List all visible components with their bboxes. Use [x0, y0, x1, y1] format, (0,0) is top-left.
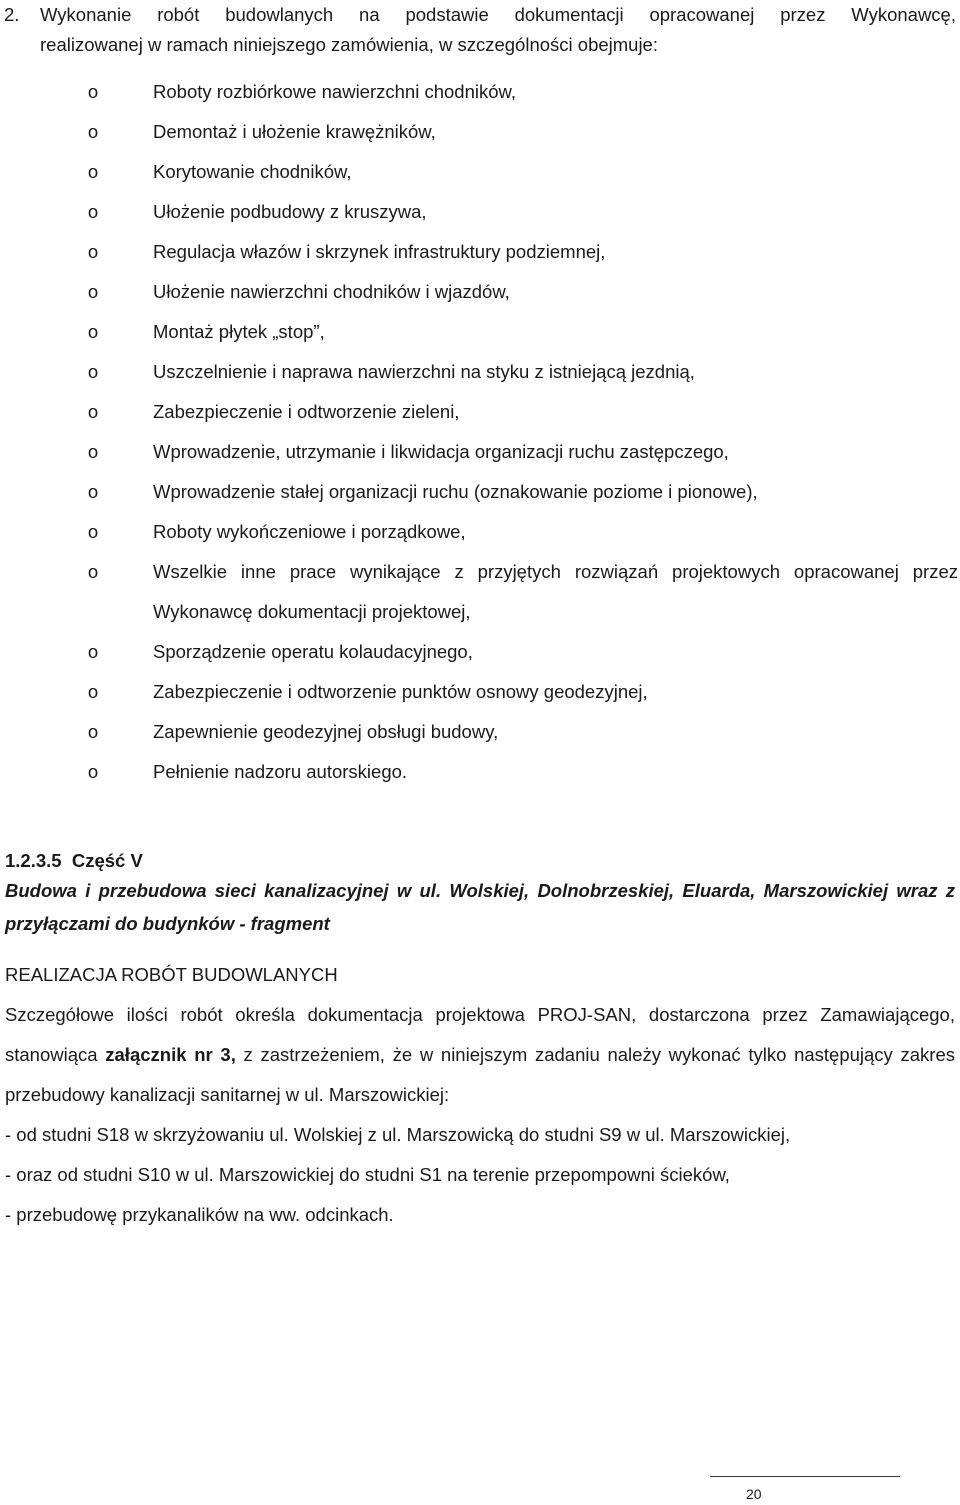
- bullet-marker: o: [87, 681, 99, 702]
- bullet-marker: o: [87, 721, 99, 742]
- bullet-marker: o: [87, 281, 99, 302]
- list-item-text: Wszelkie inne prace wynikające z przyjętych rozwiązań projektowych opracowanej przez: [153, 561, 958, 582]
- list-item: [0, 752, 958, 792]
- list-item: [0, 472, 958, 512]
- list-item-text: Roboty rozbiórkowe nawierzchni chodników,: [153, 81, 516, 102]
- paragraph-line-3: przebudowy kanalizacji sanitarnej w ul. Marszowickiej:: [5, 1084, 450, 1105]
- list-item-text: Wprowadzenie stałej organizacji ruchu (oznakowanie poziome i pionowe),: [153, 481, 758, 502]
- list-item: [0, 112, 958, 152]
- bullet-marker: o: [87, 521, 99, 542]
- list-item: [0, 632, 958, 672]
- list-item-text: Zabezpieczenie i odtworzenie zieleni,: [153, 401, 460, 422]
- attachment-reference: załącznik nr 3,: [105, 1044, 236, 1065]
- bullet-marker: o: [87, 241, 99, 262]
- list-item-text: Zapewnienie geodezyjnej obsługi budowy,: [153, 721, 499, 742]
- list-item-text: Ułożenie podbudowy z kruszywa,: [153, 201, 427, 222]
- intro-number: 2.: [4, 4, 20, 25]
- bullet-marker: o: [87, 201, 99, 222]
- list-item-text: Demontaż i ułożenie krawężników,: [153, 121, 436, 142]
- intro-line-2: realizowanej w ramach niniejszego zamówienia, w szczególności obejmuje:: [40, 34, 658, 55]
- paragraph-line-2-end: z zastrzeżeniem, że w niniejszym zadaniu należy wykonać tylko następujący zakres: [235, 1044, 955, 1065]
- bullet-marker: o: [87, 81, 99, 102]
- bullet-marker: o: [87, 401, 99, 422]
- list-item-text: Montaż płytek „stop”,: [153, 321, 325, 342]
- intro-paragraph: [4, 0, 956, 60]
- list-item: [0, 192, 958, 232]
- list-item-text: Ułożenie nawierzchni chodników i wjazdów,: [153, 281, 510, 302]
- list-item: [0, 432, 958, 472]
- bullet-marker: o: [87, 361, 99, 382]
- bullet-marker: o: [87, 481, 99, 502]
- section-body: [5, 955, 955, 1235]
- bullet-marker: o: [87, 161, 99, 182]
- scope-item-2: - oraz od studni S10 w ul. Marszowickiej do studni S1 na terenie przepompowni ścieków,: [5, 1164, 730, 1185]
- list-item-text: Uszczelnienie i naprawa nawierzchni na styku z istniejącą jezdnią,: [153, 361, 695, 382]
- scope-item-3: - przebudowę przykanalików na ww. odcinkach.: [5, 1204, 394, 1225]
- section-title-line-2: przyłączami do budynków - fragment: [5, 913, 330, 934]
- page-number: 20: [746, 1486, 762, 1502]
- list-item-text-continuation: Wykonawcę dokumentacji projektowej,: [153, 601, 471, 622]
- footer-divider: [710, 1476, 900, 1477]
- list-item: [0, 672, 958, 712]
- list-item-text: Roboty wykończeniowe i porządkowe,: [153, 521, 466, 542]
- list-item: [0, 232, 958, 272]
- list-item: [0, 512, 958, 552]
- list-item: [0, 552, 958, 632]
- list-item: [0, 152, 958, 192]
- bullet-marker: o: [87, 561, 99, 582]
- scope-item-1: - od studni S18 w skrzyżowaniu ul. Wolskiej z ul. Marszowicką do studni S9 w ul. Marszowickiej,: [5, 1124, 791, 1145]
- list-item-text: Zabezpieczenie i odtworzenie punktów osnowy geodezyjnej,: [153, 681, 648, 702]
- bullet-marker: o: [87, 121, 99, 142]
- section-number: 1.2.3.5: [5, 850, 62, 871]
- list-item-text: Regulacja włazów i skrzynek infrastruktury podziemnej,: [153, 241, 606, 262]
- bullet-marker: o: [87, 321, 99, 342]
- intro-line-1: Wykonanie robót budowlanych na podstawie dokumentacji opracowanej przez Wykonawcę,: [40, 4, 956, 25]
- bullet-marker: o: [87, 641, 99, 662]
- section-label: Część V: [71, 850, 143, 871]
- paragraph-line-2: [5, 1035, 955, 1075]
- list-item-text: Korytowanie chodników,: [153, 161, 352, 182]
- list-item-text: Sporządzenie operatu kolaudacyjnego,: [153, 641, 473, 662]
- list-item: [0, 312, 958, 352]
- list-item: [0, 272, 958, 312]
- list-item: [0, 392, 958, 432]
- list-item: [0, 712, 958, 752]
- list-item-text: Pełnienie nadzoru autorskiego.: [153, 761, 408, 782]
- list-item: [0, 352, 958, 392]
- paragraph-line-2-start: stanowiąca: [5, 1044, 106, 1065]
- body-heading: REALIZACJA ROBÓT BUDOWLANYCH: [5, 964, 338, 985]
- paragraph-line-1: Szczegółowe ilości robót określa dokumentacja projektowa PROJ-SAN, dostarczona przez Zamawiającego,: [5, 1004, 955, 1025]
- section-title: [5, 874, 955, 940]
- section-title-line-1: Budowa i przebudowa sieci kanalizacyjnej w ul. Wolskiej, Dolnobrzeskiej, Eluarda, Marszowickiej wraz z: [5, 880, 955, 901]
- section-heading: [5, 846, 143, 876]
- bullet-marker: o: [87, 761, 99, 782]
- bullet-marker: o: [87, 441, 99, 462]
- scope-list: [0, 72, 958, 792]
- list-item-text: Wprowadzenie, utrzymanie i likwidacja organizacji ruchu zastępczego,: [153, 441, 729, 462]
- list-item: [0, 72, 958, 112]
